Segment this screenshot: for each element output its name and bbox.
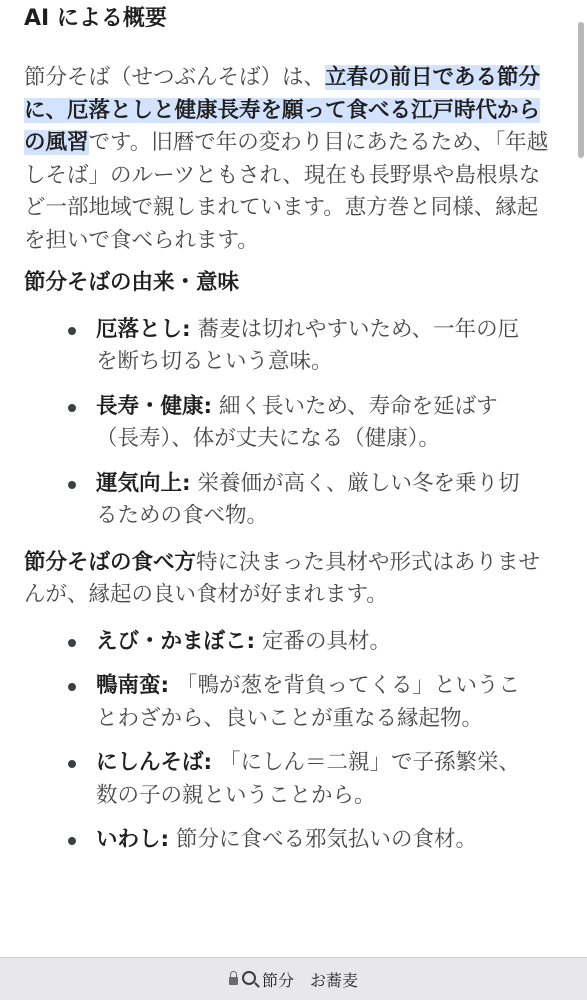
list-item-text: 「鴨が葱を背負ってくる」ということわざから、良いことが重なる縁起物。 — [96, 673, 520, 731]
intro-suffix: です。旧暦で年の変わり目にあたるため、「年越しそば」のルーツともされ、現在も長野県や島根県など一部地域で親しまれています。恵方巻と同様、縁起を担いで食べられます。 — [24, 130, 549, 253]
bullet-icon — [68, 481, 76, 489]
list-item — [96, 747, 554, 812]
list-item-text: 節分に食べる邪気払いの食材。 — [169, 827, 477, 852]
section-title-origin: 節分そばの由来・意味 — [24, 270, 240, 295]
list-item — [96, 626, 554, 659]
scrollbar[interactable] — [573, 0, 587, 955]
list-item — [96, 670, 554, 735]
list-item — [96, 824, 554, 857]
eating-list — [24, 626, 554, 857]
intro-paragraph — [24, 62, 554, 257]
section-eating-text: 特に決まった具材や形式はありませんが、縁起の良い食材が好まれます。 — [24, 549, 541, 607]
list-item-term: えび・かまぼこ: — [96, 628, 256, 654]
origin-list — [24, 314, 554, 533]
intro-prefix: 節分そば（せつぶんそば）は、 — [24, 65, 326, 90]
list-item-term: にしんそば: — [96, 750, 213, 775]
list-item-text: 「にしん＝二親」で子孫繁栄、数の子の親ということから。 — [96, 750, 520, 808]
address-bar[interactable] — [0, 957, 587, 1000]
scrollbar-thumb[interactable] — [578, 22, 584, 158]
section-title-eating: 節分そばの食べ方 — [24, 549, 197, 575]
lock-icon — [229, 977, 238, 985]
bullet-icon — [68, 837, 76, 845]
list-item-term: 長寿・健康: — [96, 393, 213, 419]
list-item-term: 厄落とし: — [96, 316, 191, 342]
list-item-term: いわし: — [96, 827, 170, 852]
bullet-icon — [68, 404, 76, 412]
list-item-term: 運気向上: — [96, 470, 191, 496]
list-item — [96, 468, 554, 533]
bullet-icon — [68, 327, 76, 335]
address-bar-query[interactable]: 節分 お蕎麦 — [261, 970, 358, 990]
bullet-icon — [68, 639, 76, 647]
search-icon — [242, 971, 256, 985]
list-item-text: 細く長いため、寿命を延ばす（長寿）、体が丈夫になる（健康）。 — [96, 393, 498, 451]
intro-highlight: 立春の前日である節分に、厄落としと健康長寿を願って食べる江戸時代からの風習 — [24, 65, 541, 155]
list-item-term: 鴨南蛮: — [96, 673, 170, 698]
bullet-icon — [68, 760, 76, 768]
bullet-icon — [68, 683, 76, 691]
ai-overview — [24, 0, 554, 869]
list-item — [96, 314, 554, 379]
section-eating-paragraph — [24, 547, 554, 612]
list-item-text: 栄養価が高く、厳しい冬を乗り切るための食べ物。 — [96, 470, 520, 528]
list-item-text: 定番の具材。 — [255, 628, 391, 654]
list-item — [96, 391, 554, 456]
ai-overview-heading: AI による概要 — [24, 6, 167, 31]
list-item-text: 蕎麦は切れやすいため、一年の厄を断ち切るという意味。 — [96, 316, 520, 374]
